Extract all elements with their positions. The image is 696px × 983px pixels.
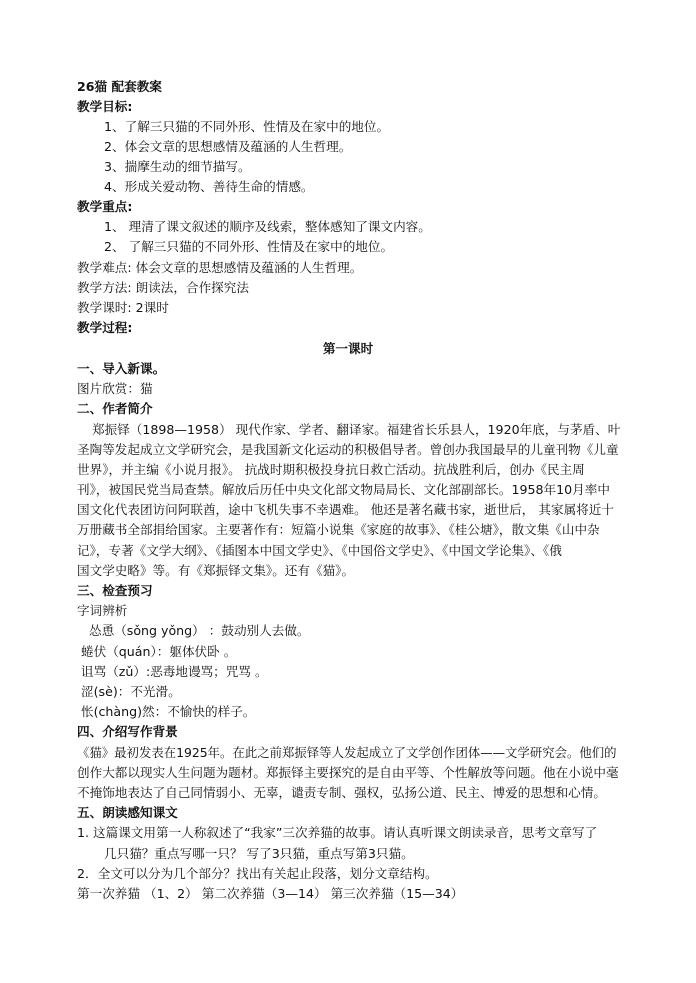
- goal-item: 4、形成关爱动物、善待生命的情感。: [104, 179, 314, 194]
- section-heading: 一、导入新课。: [77, 361, 166, 376]
- key-point: 1、 理清了课文叙述的顺序及线索，整体感知了课文内容。: [104, 219, 431, 234]
- bio-line: 郑振铎（1898—1958） 现代作家、学者、翻译家。福建省长乐县人，1920年底，与茅盾、叶: [92, 422, 621, 437]
- goal-item: 3、揣摩生动的细节描写。: [104, 159, 251, 174]
- bio-line: 国文学史略》等。有《郑振铎文集》。还有《猫》。: [77, 563, 355, 578]
- question-line: 几只猫？重点写哪一只？ 写了3只猫，重点写第3只猫。: [104, 846, 414, 861]
- bio-line: 刊》，被国民党当局查禁。解放后历任中央文化部文物局局长、文化部副部长。1958年10月率中: [77, 482, 610, 497]
- vocab-item: 怂恿（sǒng yǒng） ：鼓动别人去做。: [89, 623, 310, 638]
- bio-line: 圣陶等发起成立文学研究会，是我国新文化运动的积极倡导者。曾创办我国最早的儿童刊物《儿童: [77, 442, 619, 457]
- section-heading: 二、作者简介: [77, 401, 153, 416]
- goal-item: 1、了解三只猫的不同外形、性情及在家中的地位。: [104, 119, 390, 134]
- goals-label: 教学目标:: [77, 99, 133, 114]
- method-line: 教学方法: 朗读法，合作探究法: [77, 280, 249, 295]
- section-heading: 四、介绍写作背景: [77, 724, 178, 739]
- process-label: 教学过程:: [77, 320, 133, 335]
- goal-item: 2、体会文章的思想感情及蕴涵的人生哲理。: [104, 139, 352, 154]
- section-heading: 三、检查预习: [77, 583, 153, 598]
- section-heading: 五、朗读感知课文: [77, 805, 178, 820]
- background-line: 创作大都以现实人生问题为题材。郑振铎主要探究的是自由平等、个性解放等问题。他在小说中毫: [77, 765, 619, 780]
- background-line: 不掩饰地表达了自己同情弱小、无辜，谴责专制、强权，弘扬公道、民主、博爱的思想和心情。: [77, 785, 606, 800]
- doc-title: 26猫 配套教案: [77, 79, 162, 94]
- question-line: 1. 这篇课文用第一人称叙述了“我家”三次养猫的故事。请认真听课文朗读录音，思考文章写了: [77, 825, 598, 840]
- key-label: 教学重点:: [77, 199, 133, 214]
- structure-line: 第一次养猫 （1、2） 第二次养猫（3—14） 第三次养猫（15—34）: [77, 886, 464, 901]
- bio-line: 世界》，并主编《小说月报》。 抗战时期积极投身抗日救亡活动。抗战胜利后，创办《民主周: [77, 462, 585, 477]
- difficulty-line: 教学难点: 体会文章的思想感情及蕴涵的人生哲理。: [77, 260, 363, 275]
- section-subheading: 字词辨析: [77, 603, 128, 618]
- vocab-item: 涩(sè)：不光滑。: [81, 684, 181, 699]
- vocab-item: 怅(chàng)然：不愉快的样子。: [81, 704, 256, 719]
- background-line: 《猫》最初发表在1925年。在此之前郑振铎等人发起成立了文学创作团体——文学研究会。他们的: [77, 745, 617, 760]
- section-text: 图片欣赏：猫: [77, 381, 153, 396]
- key-point: 2、 了解三只猫的不同外形、性情及在家中的地位。: [104, 239, 394, 254]
- vocab-item: 蜷伏（quán）：躯体伏卧 。: [81, 644, 237, 659]
- hours-line: 教学课时: 2课时: [77, 300, 169, 315]
- bio-line: 国文化代表团访问阿联酋，途中飞机失事不幸遇难。 他还是著名藏书家，逝世后， 其家属将近十: [77, 502, 614, 517]
- bio-line: 万册藏书全部捐给国家。主要著作有：短篇小说集《家庭的故事》、《桂公塘》，散文集《山中杂: [77, 522, 600, 537]
- question-line: 2．全文可以分为几个部分？找出有关起止段落，划分文章结构。: [77, 866, 438, 881]
- vocab-item: 诅骂（zǔ）:恶毒地谩骂；咒骂 。: [81, 664, 268, 679]
- bio-line: 记》，专著《文学大纲》、《插图本中国文学史》、《中国俗文学史》、《中国文学论集》、《俄: [77, 543, 562, 558]
- lesson-title: 第一课时: [322, 341, 374, 356]
